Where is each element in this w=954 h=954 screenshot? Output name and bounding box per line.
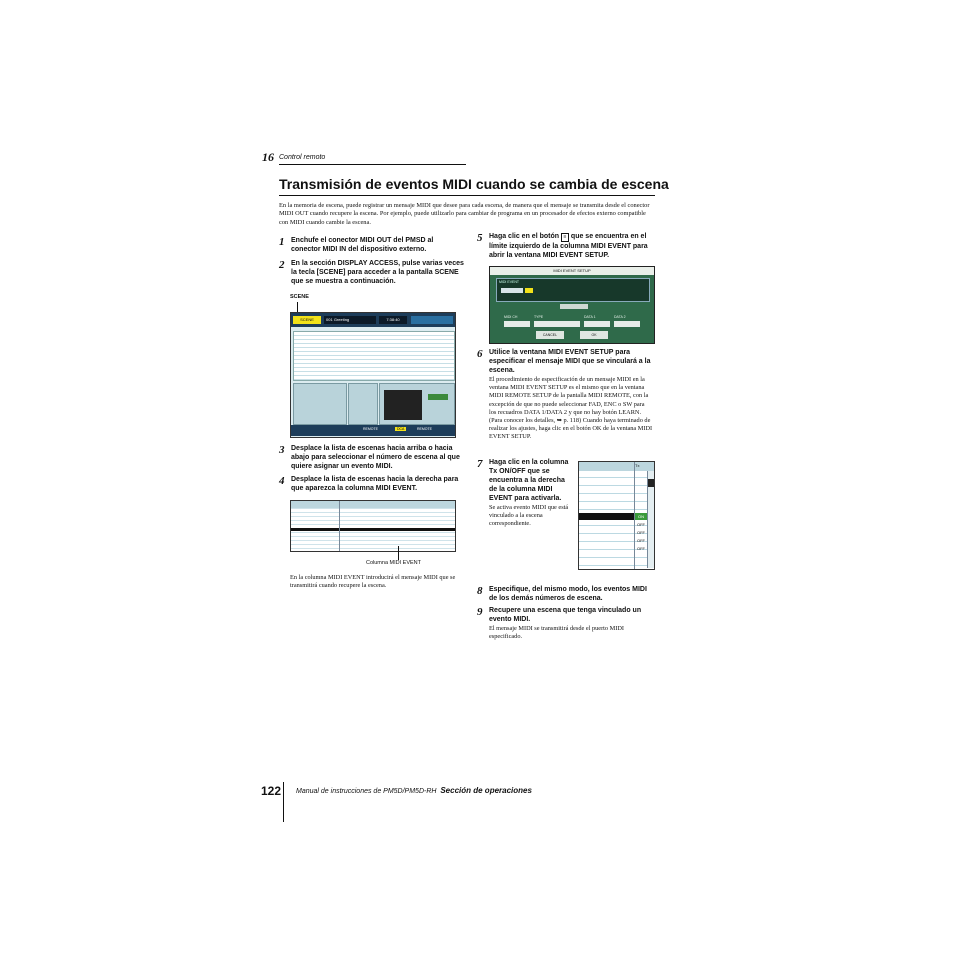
time-display: 7:38:40 [379, 316, 407, 324]
data1-field[interactable] [584, 321, 610, 327]
step-1 [279, 236, 464, 254]
step-text: Desplace la lista de escenas hacia la derecha para que aparezca la columna MIDI EVENT. [291, 476, 459, 492]
step-number: 8 [477, 585, 483, 597]
data2-field[interactable] [614, 321, 640, 327]
data2-label: DATA 2 [614, 315, 626, 319]
recall-panel [379, 383, 455, 425]
recall-button[interactable] [428, 394, 448, 400]
step-number: 1 [279, 236, 285, 248]
screen-bottombar [291, 425, 455, 436]
step-text: Desplace la lista de escenas hacia arriba o hacia abajo para seleccionar el número de escena al que quiere asignar un evento MIDI. [291, 445, 460, 470]
midi-event-column-screenshot [290, 500, 456, 552]
edit-panel [348, 383, 378, 425]
page-number: 122 [261, 784, 282, 798]
scene-tab[interactable]: SCENE [293, 316, 321, 324]
intro-paragraph: En la memoria de escena, puede registrar un mensaje MIDI que desee para cada escena, de manera que el mensaje se transmita desde el conector MIDI OUT cuando recupere la escena. Por ejemplo, puede utilizarlo para cambiar de programa en un procesador de efectos externo compatible con MIDI cuando cambie la escena. [279, 202, 650, 226]
clear-button[interactable] [560, 304, 588, 309]
step-number: 7 [477, 458, 483, 470]
step-number: 2 [279, 259, 285, 271]
chapter-number: 16 [262, 150, 274, 164]
step-text: Recupere una escena que tenga vinculado un evento MIDI. [489, 607, 642, 623]
type-label: TYPE [534, 315, 544, 319]
footer-rule [283, 782, 284, 822]
tx-header-bar [579, 462, 654, 471]
scene-callout: SCENE [290, 294, 309, 300]
data1-label: DATA 1 [584, 315, 596, 319]
section-title: Transmisión de eventos MIDI cuando se cambia de escena [279, 176, 669, 192]
step-text-b: que se encuentra en el límite izquierdo de la columna MIDI EVENT para abrir la ventana MIDI EVENT SETUP. [489, 233, 648, 259]
cancel-button[interactable]: CANCEL [536, 331, 564, 339]
step-text: Enchufe el conector MIDI OUT del PMSD al conector MIDI IN del dispositivo externo. [291, 237, 434, 253]
meter-display [411, 316, 453, 324]
selected-row[interactable] [291, 528, 455, 531]
step-text: Utilice la ventana MIDI EVENT SETUP para especificar el mensaje MIDI que se vinculará a la escena. [489, 349, 651, 374]
step-7 [477, 458, 573, 529]
step-text: Especifique, del mismo modo, los eventos MIDI de los demás números de escena. [489, 586, 647, 602]
footer-text [296, 786, 532, 795]
dca-label: DCA [397, 427, 405, 431]
step-3 [279, 444, 464, 471]
selected-cell[interactable] [525, 288, 533, 293]
callout-line [398, 546, 399, 560]
tx-column-screenshot [578, 461, 655, 570]
step4-note: En la columna MIDI EVENT introducirá el mensaje MIDI que se transmitirá cuando recupere la escena. [290, 574, 456, 590]
type-field[interactable] [534, 321, 580, 327]
step-8 [477, 585, 657, 603]
step-body: El mensaje MIDI se transmitirá desde el puerto MIDI especificado. [489, 625, 624, 641]
step-number: 6 [477, 348, 483, 360]
step-text-a: Haga clic en el botón [489, 233, 560, 240]
tx-toggle-off[interactable]: OFF [637, 530, 645, 535]
step-text [489, 232, 657, 260]
scroll-thumb[interactable] [648, 479, 654, 487]
scene-name-display [324, 316, 376, 324]
vertical-scrollbar[interactable] [647, 471, 654, 568]
column-header [291, 501, 455, 508]
midi-event-setup-window [489, 266, 655, 344]
remote-label-1: REMOTE [363, 427, 378, 431]
tx-toggle-off[interactable]: OFF [637, 538, 645, 543]
step-9 [477, 606, 657, 641]
scene-expand-icon: ≡ [561, 233, 569, 242]
step-text: Haga clic en la columna Tx ON/OFF que se encuentra a la derecha de la columna MIDI EVENT para activarla. [489, 459, 569, 502]
store-panel [293, 383, 347, 425]
selected-row[interactable] [579, 513, 635, 520]
chapter-title: Control remoto [279, 154, 326, 161]
tx-toggle-on[interactable]: ON [635, 513, 647, 520]
step-6 [477, 348, 657, 442]
footer-section: Sección de operaciones [440, 786, 532, 795]
midi-event-label: MIDI EVENT [499, 280, 520, 284]
midi-event-callout: Columna MIDI EVENT [366, 560, 422, 566]
column-divider [339, 501, 340, 551]
step-number: 9 [477, 606, 483, 618]
step-number: 5 [477, 232, 483, 244]
step-body: El procedimiento de especificación de un mensaje MIDI en la ventana MIDI EVENT SETUP es el mismo que en la ventana MIDI REMOTE SETUP de la pantalla MIDI REMOTE, con la excepción de que no puede seleccionar FAD, ENC o SW para los recuadros DATA 1/DATA 2 y que no hay botón LEARN. (Para conocer los detalles, ➥ p. 118) Cuando haya terminado de realizar los ajustes, haga clic en el botón OK de la ventana MIDI EVENT SETUP. [489, 376, 653, 441]
tx-header: Tx [635, 463, 640, 468]
scene-number: 001 [326, 317, 333, 322]
step-number: 4 [279, 475, 285, 487]
step-number: 3 [279, 444, 285, 456]
scene-name: Greeting [333, 317, 350, 322]
step-text: En la sección DISPLAY ACCESS, pulse varias veces la tecla [SCENE] para acceder a la pantalla SCENE que se muestra a continuación. [291, 260, 464, 285]
midi-ch-field[interactable] [504, 321, 530, 327]
ok-button[interactable]: OK [580, 331, 608, 339]
recall-list [384, 390, 422, 420]
window-title: MIDI EVENT SETUP [490, 267, 654, 275]
tx-toggle-off[interactable]: OFF [637, 546, 645, 551]
tx-toggle-off[interactable]: OFF [637, 522, 645, 527]
step-2 [279, 259, 464, 286]
midi-ch-label: MIDI CH [504, 315, 518, 319]
remote-label-2: REMOTE [417, 427, 432, 431]
scene-list[interactable] [293, 331, 455, 381]
midi-event-grid[interactable] [496, 278, 650, 302]
step-4 [279, 475, 464, 493]
manual-title: Manual de instrucciones de PM5D/PM5D-RH [296, 788, 437, 795]
step-5 [477, 232, 657, 260]
step-body: Se activa evento MIDI que está vinculado a la escena correspondiente. [489, 504, 569, 528]
title-rule [279, 195, 655, 196]
scene-screenshot [290, 312, 456, 438]
prefix-field[interactable] [501, 288, 523, 293]
header-rule [279, 164, 466, 165]
